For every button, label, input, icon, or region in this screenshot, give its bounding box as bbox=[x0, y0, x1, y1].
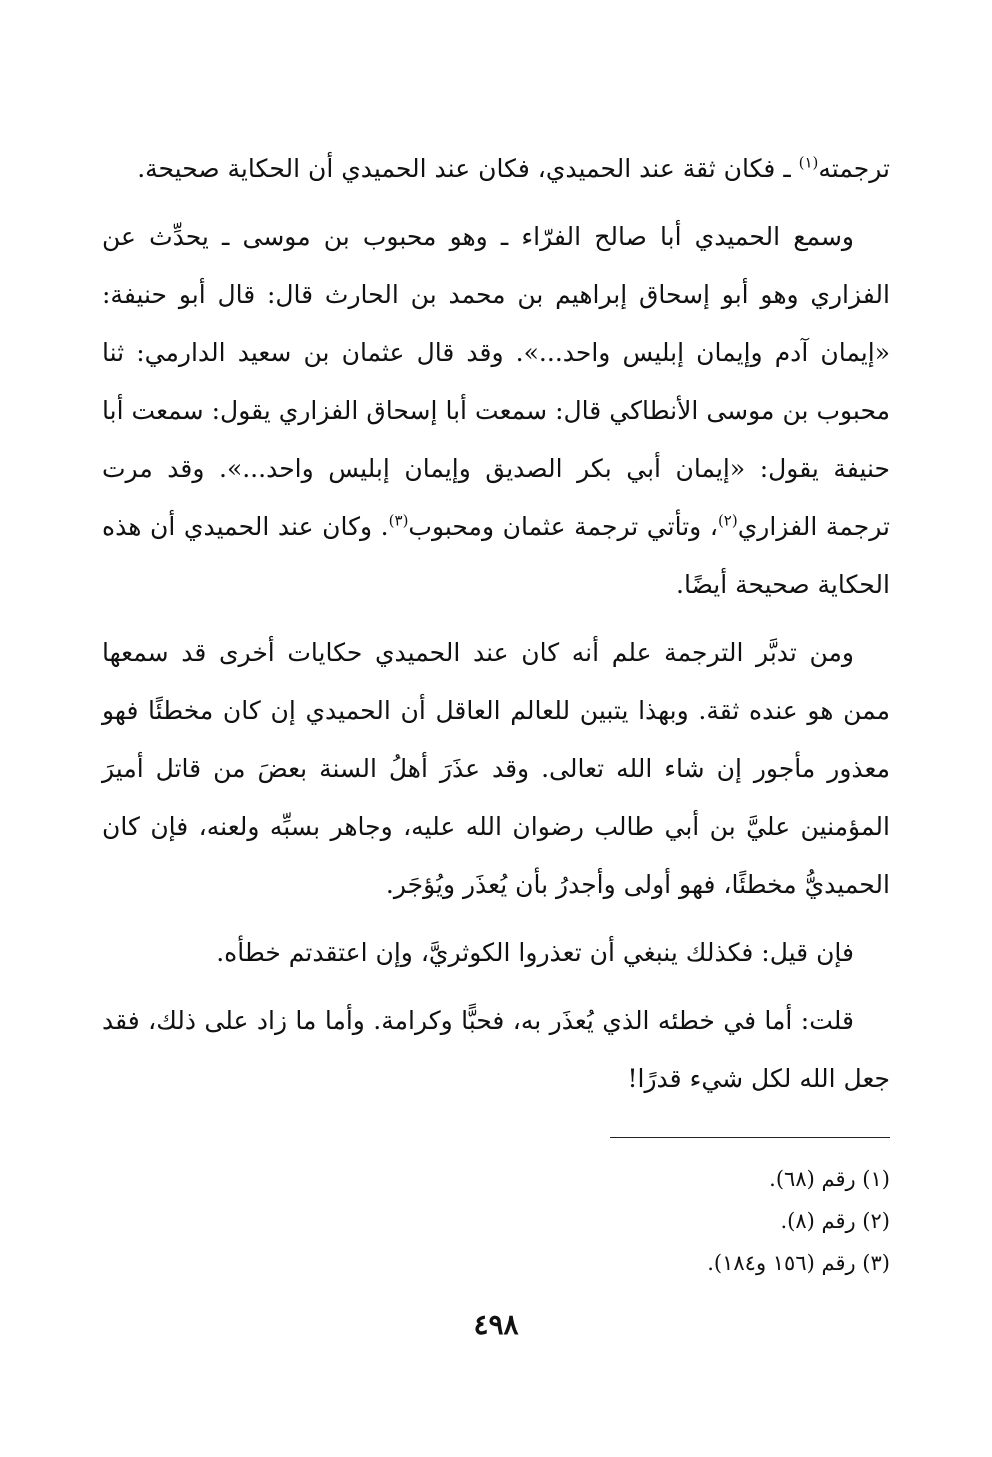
footnotes bbox=[290, 1158, 890, 1284]
paragraph-2-text-b: ، وتأتي ترجمة عثمان ومحبوب bbox=[408, 512, 718, 541]
footnote-ref-2: (٢) bbox=[717, 511, 738, 530]
footnote-divider bbox=[610, 1137, 890, 1138]
paragraph-2-text-a: وسمع الحميدي أبا صالح الفرّاء ـ وهو محبوب بن موسى ـ يحدِّث عن الفزاري وهو أبو إسحاق إبراهيم بن محمد بن الحارث قال: قال أبو حنيفة: «إيمان آدم وإيمان إبليس واحد...». وقد قال عثمان بن سعيد الدارمي: ثنا محبوب بن موسى الأنطاكي قال: سمعت أبا إسحاق الفزاري يقول: سمعت أبا حنيفة يقول: «إيمان أبي بكر الصديق وإيمان إبليس واحد...». وقد مرت ترجمة الفزاري bbox=[102, 222, 891, 541]
paragraph-1-text-a: ترجمته bbox=[818, 154, 890, 183]
paragraph-2-text-c: . وكان عند الحميدي أن هذه الحكاية صحيحة أيضًا. bbox=[102, 512, 890, 599]
paragraph-5-text: قلت: أما في خطئه الذي يُعذَر به، فحبًّا وكرامة. وأما ما زاد على ذلك، فقد جعل الله لكل شيء قدرًا! bbox=[102, 1006, 890, 1093]
paragraph-1-text-b: ـ فكان ثقة عند الحميدي، فكان عند الحميدي أن الحكاية صحيحة. bbox=[137, 154, 799, 183]
paragraph-2 bbox=[102, 208, 890, 614]
paragraph-1 bbox=[102, 140, 890, 198]
main-text bbox=[102, 140, 890, 1118]
footnote-ref-3: (٣) bbox=[388, 511, 409, 530]
paragraph-4 bbox=[102, 924, 890, 982]
footnote-3: (٣) رقم (١٥٦ و١٨٤). bbox=[707, 1251, 890, 1275]
page-number: ٤٩٨ bbox=[473, 1308, 519, 1341]
footnote-2: (٢) رقم (٨). bbox=[780, 1209, 890, 1233]
paragraph-3-text: ومن تدبَّر الترجمة علم أنه كان عند الحميدي حكايات أخرى قد سمعها ممن هو عنده ثقة. وبهذا يتبين للعالم العاقل أن الحميدي إن كان مخطئًا فهو معذور مأجور إن شاء الله تعالى. وقد عذَرَ أهلُ السنة بعضَ من قاتل أميرَ المؤمنين عليَّ بن أبي طالب رضوان الله عليه، وجاهر بسبِّه ولعنه، فإن كان الحميديُّ مخطئًا، فهو أولى وأجدرُ بأن يُعذَر ويُؤجَر. bbox=[102, 638, 890, 899]
paragraph-4-text: فإن قيل: فكذلك ينبغي أن تعذروا الكوثريَّ، وإن اعتقدتم خطأه. bbox=[216, 938, 854, 967]
paragraph-5 bbox=[102, 992, 890, 1108]
footnote-1: (١) رقم (٦٨). bbox=[769, 1167, 890, 1191]
paragraph-3 bbox=[102, 624, 890, 914]
footnote-ref-1: (١) bbox=[798, 153, 819, 172]
